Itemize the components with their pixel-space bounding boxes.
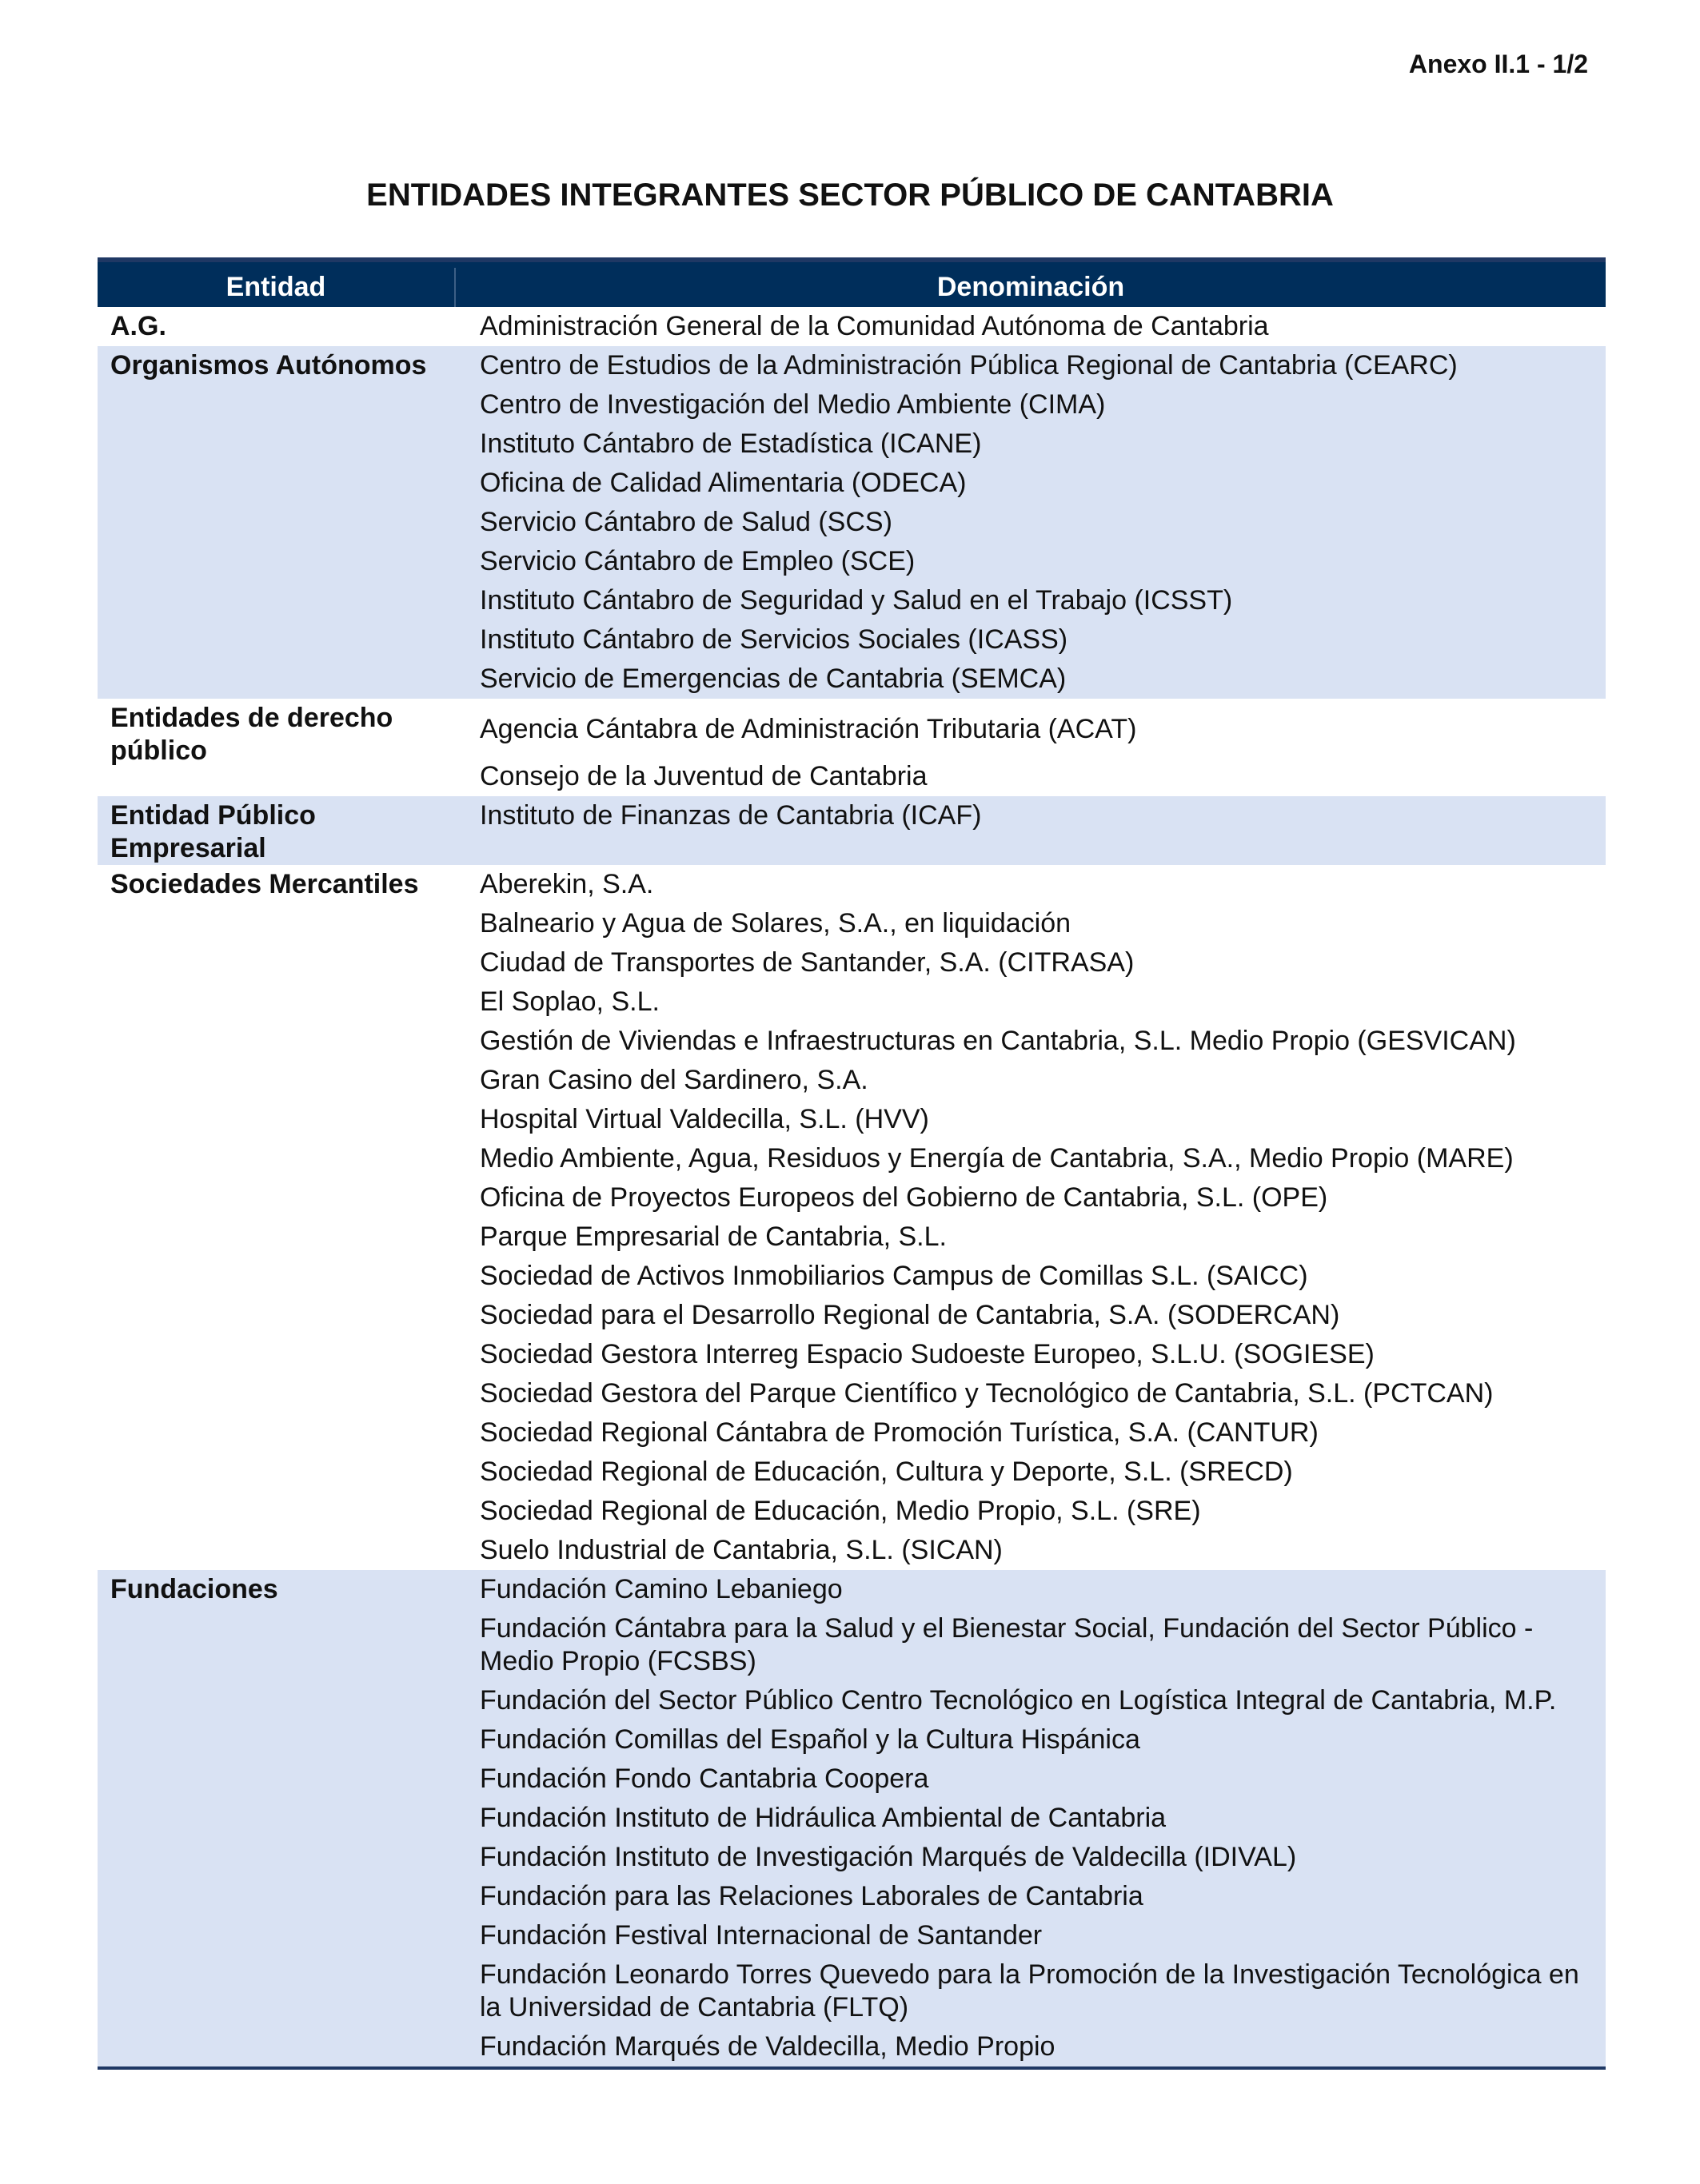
entity-names — [454, 796, 1606, 865]
entity-type: A.G. — [110, 311, 166, 341]
entity-name: Fundación Comillas del Español y la Cultura Hispánica — [480, 1724, 1140, 1755]
entity-name: Centro de Investigación del Medio Ambiente (CIMA) — [480, 389, 1106, 420]
entity-type: Fundaciones — [110, 1574, 278, 1604]
entity-name: Servicio de Emergencias de Cantabria (SEMCA) — [480, 664, 1067, 694]
entity-name: Gran Casino del Sardinero, S.A. — [480, 1065, 868, 1095]
entity-type: Entidades de derecho público — [110, 703, 393, 766]
entity-name: Parque Empresarial de Cantabria, S.L. — [480, 1222, 947, 1252]
entity-type: Sociedades Mercantiles — [110, 869, 419, 899]
entity-name: Oficina de Calidad Alimentaria (ODECA) — [480, 468, 967, 498]
table-header — [98, 257, 1606, 307]
entity-name: Instituto Cántabro de Servicios Sociales (ICASS) — [480, 624, 1068, 655]
entity-name: Sociedad Regional de Educación, Medio Propio, S.L. (SRE) — [480, 1496, 1201, 1526]
entity-name: Servicio Cántabro de Salud (SCS) — [480, 507, 892, 537]
entity-name: Instituto Cántabro de Seguridad y Salud en el Trabajo (ICSST) — [480, 585, 1233, 616]
table-row-fundaciones — [98, 1570, 1606, 2066]
entity-names — [454, 699, 1606, 796]
entity-name: Sociedad de Activos Inmobiliarios Campus de Comillas S.L. (SAICC) — [480, 1261, 1308, 1291]
column-header-entidad: Entidad — [98, 268, 456, 307]
entity-name: Hospital Virtual Valdecilla, S.L. (HVV) — [480, 1104, 929, 1134]
entity-name: Fundación Festival Internacional de Santander — [480, 1920, 1043, 1951]
entity-name: Consejo de la Juventud de Cantabria — [480, 761, 928, 791]
entity-name: Instituto Cántabro de Estadística (ICANE) — [480, 428, 982, 459]
table-row-entidad-publico-empresarial — [98, 796, 1606, 865]
entity-name: Sociedad Gestora Interreg Espacio Sudoeste Europeo, S.L.U. (SOGIESE) — [480, 1339, 1375, 1369]
table-row-organismos-autonomos — [98, 346, 1606, 699]
entity-name: Sociedad para el Desarrollo Regional de Cantabria, S.A. (SODERCAN) — [480, 1300, 1340, 1330]
entity-name: Balneario y Agua de Solares, S.A., en liquidación — [480, 908, 1071, 939]
entity-name: Agencia Cántabra de Administración Tributaria (ACAT) — [480, 714, 1137, 744]
entity-name: Fundación del Sector Público Centro Tecnológico en Logística Integral de Cantabria, M.P. — [480, 1685, 1557, 1716]
entity-name: Medio Ambiente, Agua, Residuos y Energía de Cantabria, S.A., Medio Propio (MARE) — [480, 1143, 1514, 1174]
table-row-ag — [98, 307, 1606, 346]
entity-name: Fundación Instituto de Hidráulica Ambiental de Cantabria — [480, 1803, 1167, 1833]
entity-name: Servicio Cántabro de Empleo (SCE) — [480, 546, 916, 576]
entity-name: Oficina de Proyectos Europeos del Gobierno de Cantabria, S.L. (OPE) — [480, 1182, 1328, 1213]
entity-name: Fundación para las Relaciones Laborales de Cantabria — [480, 1881, 1143, 1911]
entity-name: Fundación Instituto de Investigación Marqués de Valdecilla (IDIVAL) — [480, 1842, 1297, 1872]
entity-name: Gestión de Viviendas e Infraestructuras en Cantabria, S.L. Medio Propio (GESVICAN) — [480, 1026, 1516, 1056]
entity-name: Sociedad Regional Cántabra de Promoción Turística, S.A. (CANTUR) — [480, 1417, 1319, 1448]
entity-type: Entidad Público Empresarial — [110, 800, 316, 863]
entity-name: Centro de Estudios de la Administración Pública Regional de Cantabria (CEARC) — [480, 350, 1458, 381]
entity-names — [454, 307, 1606, 346]
entity-name: Fundación Fondo Cantabria Coopera — [480, 1764, 929, 1794]
table-row-entidades-derecho-publico — [98, 699, 1606, 796]
entity-name: Ciudad de Transportes de Santander, S.A. (CITRASA) — [480, 947, 1135, 978]
entity-names — [454, 346, 1606, 699]
entity-name: Instituto de Finanzas de Cantabria (ICAF) — [480, 800, 982, 831]
entities-table — [98, 257, 1606, 2070]
annex-label: Anexo II.1 - 1/2 — [1408, 50, 1588, 78]
entity-names — [454, 1570, 1606, 2066]
entity-name: Administración General de la Comunidad Autónoma de Cantabria — [480, 311, 1269, 341]
entity-name: Fundación Cántabra para la Salud y el Bienestar Social, Fundación del Sector Público - Medio Propio (FCSBS) — [480, 1613, 1534, 1676]
entity-name: Aberekin, S.A. — [480, 869, 654, 899]
entity-name: Sociedad Regional de Educación, Cultura y Deporte, S.L. (SRECD) — [480, 1457, 1293, 1487]
column-header-denominacion: Denominación — [936, 272, 1125, 302]
entity-name: Fundación Leonardo Torres Quevedo para la Promoción de la Investigación Tecnológica en la Universidad de Cantabria (FLTQ) — [480, 1959, 1579, 2023]
entity-names — [454, 865, 1606, 1570]
entity-name: Suelo Industrial de Cantabria, S.L. (SICAN) — [480, 1535, 1003, 1565]
entity-name: El Soplao, S.L. — [480, 986, 660, 1017]
document-title: ENTIDADES INTEGRANTES SECTOR PÚBLICO DE CANTABRIA — [366, 177, 1334, 213]
table-row-sociedades-mercantiles — [98, 865, 1606, 1570]
entity-name: Fundación Camino Lebaniego — [480, 1574, 843, 1604]
entity-name: Sociedad Gestora del Parque Científico y Tecnológico de Cantabria, S.L. (PCTCAN) — [480, 1378, 1494, 1409]
entity-name: Fundación Marqués de Valdecilla, Medio Propio — [480, 2031, 1056, 2062]
entity-type: Organismos Autónomos — [110, 350, 427, 381]
